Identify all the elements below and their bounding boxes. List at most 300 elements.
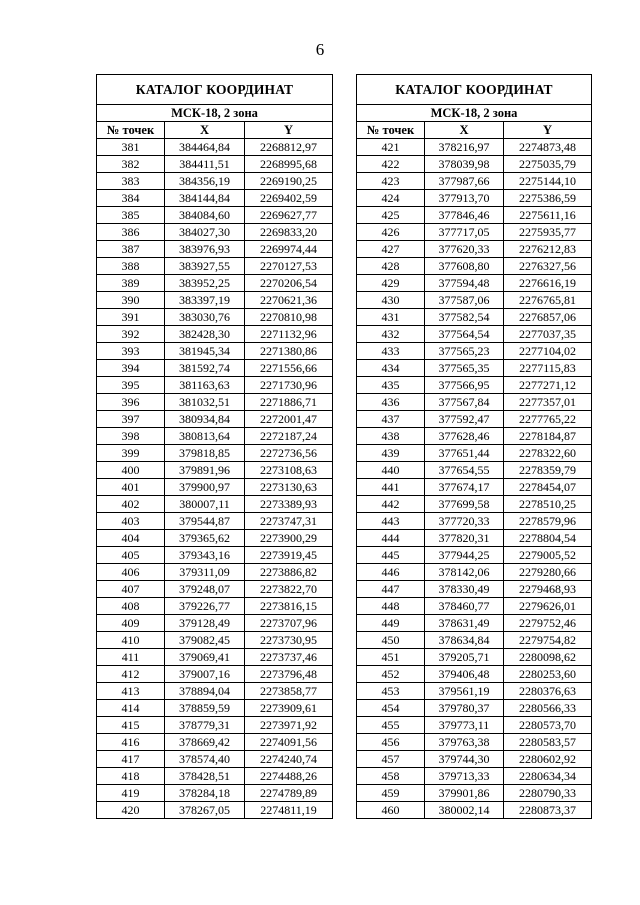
- y-coordinate-cell: 2273816,15: [245, 598, 333, 615]
- point-number-cell: 459: [357, 785, 425, 802]
- table-row: [357, 156, 592, 173]
- x-coordinate-cell: 379891,96: [165, 462, 245, 479]
- y-coordinate-cell: 2270127,53: [245, 258, 333, 275]
- table-row: [357, 360, 592, 377]
- x-coordinate-cell: 377944,25: [425, 547, 504, 564]
- x-coordinate-cell: 381592,74: [165, 360, 245, 377]
- point-number-cell: 430: [357, 292, 425, 309]
- y-coordinate-cell: 2274873,48: [504, 139, 592, 156]
- table-row: [97, 513, 333, 530]
- x-coordinate-cell: 381032,51: [165, 394, 245, 411]
- point-number-cell: 445: [357, 547, 425, 564]
- y-coordinate-cell: 2278454,07: [504, 479, 592, 496]
- table-row: [357, 445, 592, 462]
- point-number-cell: 417: [97, 751, 165, 768]
- table-row: [357, 615, 592, 632]
- x-coordinate-cell: 380007,11: [165, 496, 245, 513]
- table-row: [357, 343, 592, 360]
- x-coordinate-cell: 378142,06: [425, 564, 504, 581]
- table-row: [357, 547, 592, 564]
- y-coordinate-cell: 2270810,98: [245, 309, 333, 326]
- x-coordinate-cell: 378779,31: [165, 717, 245, 734]
- x-coordinate-cell: 377720,33: [425, 513, 504, 530]
- point-number-cell: 384: [97, 190, 165, 207]
- x-coordinate-cell: 377620,33: [425, 241, 504, 258]
- table-row: [97, 224, 333, 241]
- y-coordinate-cell: 2268812,97: [245, 139, 333, 156]
- table-row: [97, 190, 333, 207]
- point-number-cell: 433: [357, 343, 425, 360]
- table-row: [97, 326, 333, 343]
- point-number-cell: 441: [357, 479, 425, 496]
- table-row: [97, 547, 333, 564]
- x-coordinate-cell: 378216,97: [425, 139, 504, 156]
- table-row: [357, 326, 592, 343]
- point-number-cell: 438: [357, 428, 425, 445]
- point-number-cell: 403: [97, 513, 165, 530]
- table-row: [357, 649, 592, 666]
- table-row: [97, 802, 333, 819]
- y-coordinate-cell: 2274091,56: [245, 734, 333, 751]
- table-row: [97, 751, 333, 768]
- coordinate-catalog-right: [356, 74, 592, 819]
- x-coordinate-cell: 379082,45: [165, 632, 245, 649]
- x-coordinate-cell: 377587,06: [425, 292, 504, 309]
- point-number-cell: 434: [357, 360, 425, 377]
- y-coordinate-cell: 2270621,36: [245, 292, 333, 309]
- point-number-cell: 418: [97, 768, 165, 785]
- y-coordinate-cell: 2273730,95: [245, 632, 333, 649]
- y-coordinate-cell: 2271380,86: [245, 343, 333, 360]
- table-row: [97, 700, 333, 717]
- table-row: [357, 666, 592, 683]
- point-number-cell: 422: [357, 156, 425, 173]
- table-row: [97, 445, 333, 462]
- y-coordinate-cell: 2280873,37: [504, 802, 592, 819]
- point-number-cell: 398: [97, 428, 165, 445]
- x-coordinate-cell: 380934,84: [165, 411, 245, 428]
- table-row: [97, 530, 333, 547]
- y-coordinate-cell: 2277104,02: [504, 343, 592, 360]
- x-coordinate-cell: 379713,33: [425, 768, 504, 785]
- y-coordinate-cell: 2273971,92: [245, 717, 333, 734]
- table-row: [97, 411, 333, 428]
- table-row: [357, 496, 592, 513]
- table-row: [357, 411, 592, 428]
- point-number-cell: 453: [357, 683, 425, 700]
- table-row: [357, 224, 592, 241]
- catalog-title: КАТАЛОГ КООРДИНАТ: [357, 75, 592, 105]
- point-number-cell: 386: [97, 224, 165, 241]
- y-coordinate-cell: 2277357,01: [504, 394, 592, 411]
- x-coordinate-cell: 380813,64: [165, 428, 245, 445]
- table-row: [357, 462, 592, 479]
- x-coordinate-cell: 384411,51: [165, 156, 245, 173]
- point-number-cell: 415: [97, 717, 165, 734]
- point-number-cell: 416: [97, 734, 165, 751]
- point-number-cell: 412: [97, 666, 165, 683]
- table-row: [357, 768, 592, 785]
- x-coordinate-cell: 378859,59: [165, 700, 245, 717]
- point-number-cell: 424: [357, 190, 425, 207]
- point-number-cell: 419: [97, 785, 165, 802]
- table-row: [97, 343, 333, 360]
- y-coordinate-cell: 2277115,83: [504, 360, 592, 377]
- x-coordinate-cell: 377565,23: [425, 343, 504, 360]
- x-coordinate-cell: 377987,66: [425, 173, 504, 190]
- table-row: [97, 615, 333, 632]
- x-coordinate-cell: 378631,49: [425, 615, 504, 632]
- y-coordinate-cell: 2280376,63: [504, 683, 592, 700]
- x-coordinate-cell: 377594,48: [425, 275, 504, 292]
- x-coordinate-cell: 378574,40: [165, 751, 245, 768]
- y-coordinate-cell: 2269627,77: [245, 207, 333, 224]
- y-coordinate-cell: 2279754,82: [504, 632, 592, 649]
- x-coordinate-cell: 377820,31: [425, 530, 504, 547]
- table-row: [97, 292, 333, 309]
- table-row: [357, 785, 592, 802]
- table-row: [97, 207, 333, 224]
- column-header-point-number: № точек: [357, 122, 425, 139]
- column-header-x: X: [425, 122, 504, 139]
- point-number-cell: 448: [357, 598, 425, 615]
- point-number-cell: 411: [97, 649, 165, 666]
- x-coordinate-cell: 384464,84: [165, 139, 245, 156]
- y-coordinate-cell: 2271132,96: [245, 326, 333, 343]
- y-coordinate-cell: 2272736,56: [245, 445, 333, 462]
- column-header-y: Y: [245, 122, 333, 139]
- point-number-cell: 387: [97, 241, 165, 258]
- x-coordinate-cell: 379900,97: [165, 479, 245, 496]
- table-row: [97, 598, 333, 615]
- column-header-y: Y: [504, 122, 592, 139]
- y-coordinate-cell: 2276857,06: [504, 309, 592, 326]
- x-coordinate-cell: 378894,04: [165, 683, 245, 700]
- table-row: [97, 428, 333, 445]
- x-coordinate-cell: 378267,05: [165, 802, 245, 819]
- y-coordinate-cell: 2272001,47: [245, 411, 333, 428]
- point-number-cell: 389: [97, 275, 165, 292]
- table-row: [357, 717, 592, 734]
- table-row: [357, 428, 592, 445]
- table-row: [97, 717, 333, 734]
- y-coordinate-cell: 2271730,96: [245, 377, 333, 394]
- point-number-cell: 406: [97, 564, 165, 581]
- table-row: [357, 751, 592, 768]
- point-number-cell: 450: [357, 632, 425, 649]
- table-row: [357, 292, 592, 309]
- point-number-cell: 436: [357, 394, 425, 411]
- table-row: [97, 275, 333, 292]
- point-number-cell: 395: [97, 377, 165, 394]
- point-number-cell: 385: [97, 207, 165, 224]
- x-coordinate-cell: 384356,19: [165, 173, 245, 190]
- column-header-point-number: № точек: [97, 122, 165, 139]
- x-coordinate-cell: 377582,54: [425, 309, 504, 326]
- x-coordinate-cell: 383927,55: [165, 258, 245, 275]
- x-coordinate-cell: 378669,42: [165, 734, 245, 751]
- point-number-cell: 425: [357, 207, 425, 224]
- table-row: [357, 394, 592, 411]
- y-coordinate-cell: 2279005,52: [504, 547, 592, 564]
- point-number-cell: 400: [97, 462, 165, 479]
- point-number-cell: 383: [97, 173, 165, 190]
- table-row: [357, 241, 592, 258]
- y-coordinate-cell: 2269833,20: [245, 224, 333, 241]
- y-coordinate-cell: 2273108,63: [245, 462, 333, 479]
- table-row: [357, 173, 592, 190]
- x-coordinate-cell: 379818,85: [165, 445, 245, 462]
- y-coordinate-cell: 2270206,54: [245, 275, 333, 292]
- table-row: [357, 309, 592, 326]
- point-number-cell: 431: [357, 309, 425, 326]
- point-number-cell: 388: [97, 258, 165, 275]
- y-coordinate-cell: 2273796,48: [245, 666, 333, 683]
- point-number-cell: 396: [97, 394, 165, 411]
- point-number-cell: 410: [97, 632, 165, 649]
- point-number-cell: 429: [357, 275, 425, 292]
- point-number-cell: 456: [357, 734, 425, 751]
- point-number-cell: 451: [357, 649, 425, 666]
- point-number-cell: 440: [357, 462, 425, 479]
- y-coordinate-cell: 2276327,56: [504, 258, 592, 275]
- y-coordinate-cell: 2280634,34: [504, 768, 592, 785]
- point-number-cell: 426: [357, 224, 425, 241]
- point-number-cell: 397: [97, 411, 165, 428]
- x-coordinate-cell: 379226,77: [165, 598, 245, 615]
- y-coordinate-cell: 2274488,26: [245, 768, 333, 785]
- y-coordinate-cell: 2272187,24: [245, 428, 333, 445]
- point-number-cell: 408: [97, 598, 165, 615]
- table-row: [97, 734, 333, 751]
- x-coordinate-cell: 384144,84: [165, 190, 245, 207]
- x-coordinate-cell: 377564,54: [425, 326, 504, 343]
- table-row: [97, 377, 333, 394]
- table-row: [97, 632, 333, 649]
- table-row: [357, 683, 592, 700]
- x-coordinate-cell: 383952,25: [165, 275, 245, 292]
- table-row: [357, 258, 592, 275]
- x-coordinate-cell: 377651,44: [425, 445, 504, 462]
- table-row: [97, 479, 333, 496]
- table-row: [97, 785, 333, 802]
- point-number-cell: 391: [97, 309, 165, 326]
- table-row: [97, 360, 333, 377]
- y-coordinate-cell: 2275386,59: [504, 190, 592, 207]
- y-coordinate-cell: 2268995,68: [245, 156, 333, 173]
- table-row: [357, 207, 592, 224]
- y-coordinate-cell: 2278184,87: [504, 428, 592, 445]
- x-coordinate-cell: 379248,07: [165, 581, 245, 598]
- point-number-cell: 407: [97, 581, 165, 598]
- x-coordinate-cell: 379773,11: [425, 717, 504, 734]
- y-coordinate-cell: 2280790,33: [504, 785, 592, 802]
- point-number-cell: 414: [97, 700, 165, 717]
- x-coordinate-cell: 377608,80: [425, 258, 504, 275]
- x-coordinate-cell: 378039,98: [425, 156, 504, 173]
- point-number-cell: 454: [357, 700, 425, 717]
- catalog-title: КАТАЛОГ КООРДИНАТ: [97, 75, 333, 105]
- y-coordinate-cell: 2279752,46: [504, 615, 592, 632]
- x-coordinate-cell: 378428,51: [165, 768, 245, 785]
- x-coordinate-cell: 379744,30: [425, 751, 504, 768]
- x-coordinate-cell: 379343,16: [165, 547, 245, 564]
- y-coordinate-cell: 2273919,45: [245, 547, 333, 564]
- x-coordinate-cell: 379406,48: [425, 666, 504, 683]
- point-number-cell: 460: [357, 802, 425, 819]
- point-number-cell: 409: [97, 615, 165, 632]
- table-row: [357, 479, 592, 496]
- point-number-cell: 449: [357, 615, 425, 632]
- x-coordinate-cell: 382428,30: [165, 326, 245, 343]
- table-row: [97, 683, 333, 700]
- y-coordinate-cell: 2278322,60: [504, 445, 592, 462]
- y-coordinate-cell: 2273130,63: [245, 479, 333, 496]
- x-coordinate-cell: 377566,95: [425, 377, 504, 394]
- point-number-cell: 437: [357, 411, 425, 428]
- y-coordinate-cell: 2269974,44: [245, 241, 333, 258]
- x-coordinate-cell: 384027,30: [165, 224, 245, 241]
- x-coordinate-cell: 379780,37: [425, 700, 504, 717]
- y-coordinate-cell: 2276616,19: [504, 275, 592, 292]
- x-coordinate-cell: 377565,35: [425, 360, 504, 377]
- coordinate-system-label: МСК-18, 2 зона: [357, 105, 592, 122]
- table-row: [97, 666, 333, 683]
- y-coordinate-cell: 2279468,93: [504, 581, 592, 598]
- y-coordinate-cell: 2274811,19: [245, 802, 333, 819]
- table-row: [97, 581, 333, 598]
- point-number-cell: 413: [97, 683, 165, 700]
- table-row: [97, 139, 333, 156]
- table-row: [357, 734, 592, 751]
- table-row: [97, 496, 333, 513]
- y-coordinate-cell: 2278804,54: [504, 530, 592, 547]
- table-row: [97, 564, 333, 581]
- y-coordinate-cell: 2273822,70: [245, 581, 333, 598]
- x-coordinate-cell: 378460,77: [425, 598, 504, 615]
- catalog-rows: [97, 139, 333, 819]
- table-row: [357, 139, 592, 156]
- point-number-cell: 442: [357, 496, 425, 513]
- x-coordinate-cell: 380002,14: [425, 802, 504, 819]
- table-row: [357, 513, 592, 530]
- table-row: [97, 241, 333, 258]
- x-coordinate-cell: 379544,87: [165, 513, 245, 530]
- point-number-cell: 399: [97, 445, 165, 462]
- table-row: [97, 309, 333, 326]
- y-coordinate-cell: 2275144,10: [504, 173, 592, 190]
- table-row: [97, 173, 333, 190]
- x-coordinate-cell: 379128,49: [165, 615, 245, 632]
- coordinate-system-label: МСК-18, 2 зона: [97, 105, 333, 122]
- point-number-cell: 457: [357, 751, 425, 768]
- y-coordinate-cell: 2275935,77: [504, 224, 592, 241]
- y-coordinate-cell: 2280573,70: [504, 717, 592, 734]
- page-number: 6: [315, 40, 325, 59]
- x-coordinate-cell: 377699,58: [425, 496, 504, 513]
- x-coordinate-cell: 379007,16: [165, 666, 245, 683]
- y-coordinate-cell: 2274789,89: [245, 785, 333, 802]
- point-number-cell: 393: [97, 343, 165, 360]
- table-row: [97, 768, 333, 785]
- y-coordinate-cell: 2277037,35: [504, 326, 592, 343]
- table-row: [97, 394, 333, 411]
- x-coordinate-cell: 377592,47: [425, 411, 504, 428]
- x-coordinate-cell: 379311,09: [165, 564, 245, 581]
- y-coordinate-cell: 2269190,25: [245, 173, 333, 190]
- x-coordinate-cell: 381163,63: [165, 377, 245, 394]
- point-number-cell: 382: [97, 156, 165, 173]
- table-row: [357, 530, 592, 547]
- y-coordinate-cell: 2271556,66: [245, 360, 333, 377]
- y-coordinate-cell: 2273389,93: [245, 496, 333, 513]
- x-coordinate-cell: 378634,84: [425, 632, 504, 649]
- x-coordinate-cell: 378330,49: [425, 581, 504, 598]
- x-coordinate-cell: 379205,71: [425, 649, 504, 666]
- point-number-cell: 381: [97, 139, 165, 156]
- x-coordinate-cell: 381945,34: [165, 343, 245, 360]
- x-coordinate-cell: 377674,17: [425, 479, 504, 496]
- table-row: [97, 649, 333, 666]
- column-header-x: X: [165, 122, 245, 139]
- x-coordinate-cell: 379561,19: [425, 683, 504, 700]
- x-coordinate-cell: 377628,46: [425, 428, 504, 445]
- y-coordinate-cell: 2273858,77: [245, 683, 333, 700]
- point-number-cell: 447: [357, 581, 425, 598]
- x-coordinate-cell: 377846,46: [425, 207, 504, 224]
- y-coordinate-cell: 2275611,16: [504, 207, 592, 224]
- x-coordinate-cell: 384084,60: [165, 207, 245, 224]
- point-number-cell: 404: [97, 530, 165, 547]
- y-coordinate-cell: 2279280,66: [504, 564, 592, 581]
- table-row: [357, 275, 592, 292]
- point-number-cell: 443: [357, 513, 425, 530]
- table-row: [97, 156, 333, 173]
- table-row: [357, 377, 592, 394]
- y-coordinate-cell: 2277271,12: [504, 377, 592, 394]
- y-coordinate-cell: 2276765,81: [504, 292, 592, 309]
- y-coordinate-cell: 2275035,79: [504, 156, 592, 173]
- x-coordinate-cell: 377717,05: [425, 224, 504, 241]
- catalog-rows: [357, 139, 592, 819]
- y-coordinate-cell: 2273886,82: [245, 564, 333, 581]
- y-coordinate-cell: 2269402,59: [245, 190, 333, 207]
- point-number-cell: 405: [97, 547, 165, 564]
- x-coordinate-cell: 379365,62: [165, 530, 245, 547]
- y-coordinate-cell: 2271886,71: [245, 394, 333, 411]
- y-coordinate-cell: 2273900,29: [245, 530, 333, 547]
- point-number-cell: 421: [357, 139, 425, 156]
- table-row: [357, 581, 592, 598]
- y-coordinate-cell: 2277765,22: [504, 411, 592, 428]
- point-number-cell: 428: [357, 258, 425, 275]
- y-coordinate-cell: 2280583,57: [504, 734, 592, 751]
- point-number-cell: 446: [357, 564, 425, 581]
- y-coordinate-cell: 2278359,79: [504, 462, 592, 479]
- x-coordinate-cell: 377567,84: [425, 394, 504, 411]
- x-coordinate-cell: 379069,41: [165, 649, 245, 666]
- x-coordinate-cell: 378284,18: [165, 785, 245, 802]
- x-coordinate-cell: 379763,38: [425, 734, 504, 751]
- y-coordinate-cell: 2278579,96: [504, 513, 592, 530]
- x-coordinate-cell: 383030,76: [165, 309, 245, 326]
- point-number-cell: 390: [97, 292, 165, 309]
- y-coordinate-cell: 2279626,01: [504, 598, 592, 615]
- table-row: [97, 258, 333, 275]
- x-coordinate-cell: 383976,93: [165, 241, 245, 258]
- point-number-cell: 452: [357, 666, 425, 683]
- point-number-cell: 394: [97, 360, 165, 377]
